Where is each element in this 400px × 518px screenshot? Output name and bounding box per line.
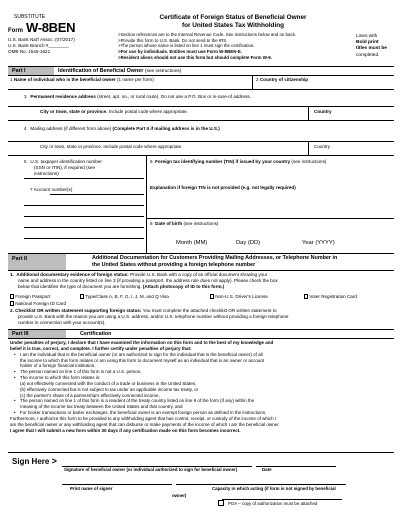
form-id-block xyxy=(8,14,116,55)
part2-item1 xyxy=(10,272,394,290)
divider-part2-title xyxy=(8,270,394,271)
option-drivers-license[interactable] xyxy=(210,294,268,300)
line1-number: 1 xyxy=(10,77,13,82)
capacity-line[interactable] xyxy=(176,484,346,485)
line2-field[interactable] xyxy=(256,77,308,83)
note-titles-must: titles must be xyxy=(356,46,387,52)
date-label: Date xyxy=(262,467,272,472)
bank-branch: U.S. Bank Branch #________ xyxy=(8,42,69,48)
explain-field[interactable] xyxy=(150,185,296,191)
bold-lines-note xyxy=(356,34,396,59)
opt4-label: Voter Registration Card xyxy=(309,294,357,299)
checkbox-icon[interactable] xyxy=(10,301,14,305)
line1-field[interactable] xyxy=(10,77,154,83)
country2-field[interactable]: Country xyxy=(314,144,331,149)
b1-3: holder of a foreign financial institution, xyxy=(20,363,96,369)
line6-number: 6 xyxy=(150,159,153,164)
line4-label: Mailing address (if different from above) xyxy=(30,126,112,131)
dob-day[interactable]: Day (DD) xyxy=(236,240,261,246)
p2-label: Checklist OR written statement supporting foreign status: xyxy=(15,308,142,313)
divider-part3-title xyxy=(8,338,394,339)
account-line-3[interactable] xyxy=(24,216,144,217)
option-foreign-passport[interactable] xyxy=(10,294,50,300)
cert-bullet-4 xyxy=(10,398,394,410)
divider-explain xyxy=(146,218,394,219)
divider-line2 xyxy=(8,89,394,90)
part1-title-note: (see instructions) xyxy=(144,69,182,74)
p1-attach-note: (Attach photocopy of ID to this form.) xyxy=(142,283,225,289)
line5-number: 5 xyxy=(24,159,27,164)
line1-note: (1 name per form) xyxy=(116,77,154,82)
line3-label: Permanent residence address xyxy=(30,94,96,99)
option-national-id[interactable] xyxy=(10,301,66,307)
divider-sign-top xyxy=(8,452,394,453)
cert-bullet-1 xyxy=(10,352,394,370)
account-line-1[interactable] xyxy=(50,194,144,195)
further-1: Furthermore, I authorize this form to be provided to any withholding agent that has control, receipt, or custody of the income of which I xyxy=(10,415,277,421)
part1-label: Part I xyxy=(8,67,54,76)
dob-month[interactable]: Month (MM) xyxy=(176,240,208,246)
divider-city2-country2 xyxy=(308,141,309,155)
part2-title-1: Additional Documentation for Customers Providing Mailing Addresses, or Telephone Number in xyxy=(92,255,338,261)
line3-note: (street, apt. no., or rural route). Do not use a P.O. Box or in-care-of address. xyxy=(97,94,251,99)
omb-number: OMB No. 1545-1621 xyxy=(8,48,51,54)
city-label: City or town, state or province. xyxy=(40,109,108,114)
line6-note: (see instructions) xyxy=(291,159,327,164)
divider-city2 xyxy=(8,155,394,156)
cert-bullet-3 xyxy=(10,375,394,398)
p2-text-2: provide U.S. Bank with the reason you are using a U.S. address, and/or U.S. telephone number without providing a foreign telephone xyxy=(18,313,289,319)
country-field[interactable]: Country xyxy=(314,109,332,114)
checkbox-icon[interactable] xyxy=(304,294,308,298)
line6-field[interactable] xyxy=(150,159,326,165)
p1-text-3: below that identifies the type of document you are furnishing. xyxy=(18,283,142,289)
line8-label: Date of birth xyxy=(155,221,183,226)
part3-label: Part III xyxy=(8,330,66,339)
further-2: am the beneficial owner or any withholding agent that can disburse or make payments of the income of which I am the beneficial owner. xyxy=(10,421,280,427)
form-title-block xyxy=(118,14,348,61)
account-line-5[interactable] xyxy=(24,238,144,239)
city-note: Include postal code where appropriate. xyxy=(108,109,188,114)
sign-here-label xyxy=(12,456,57,467)
line6-label: Foreign tax identifying number (TIN) if issued by your country xyxy=(155,159,291,164)
account-line-4[interactable] xyxy=(24,227,144,228)
part2-title xyxy=(92,255,337,269)
divider-city xyxy=(8,120,394,121)
poa-line[interactable] xyxy=(222,499,342,500)
divider-line3 xyxy=(8,106,394,107)
part2-title-2: the United States without providing a foreign telephone number xyxy=(92,262,256,269)
city-field[interactable] xyxy=(40,109,188,115)
perjury-2: belief it is true, correct, and complete. I further certify under penalties of perjury that: xyxy=(10,345,192,351)
option-voter-card[interactable] xyxy=(304,294,357,300)
divider-part1-title xyxy=(8,75,394,76)
part2-item2 xyxy=(10,308,394,326)
further-3: I agree that I will submit a new form within 30 days if any certification made on this form becomes incorrect. xyxy=(10,427,241,433)
instruction-2: >Provide this form to U.S. Bank. Do not send to the IRS. xyxy=(118,37,228,43)
instruction-4: >For use by individuals. Entities must use Form W-8BEN-E. xyxy=(118,49,242,55)
perjury-1: Under penalties of perjury, I declare that I have examined the information on this form and to the best of my knowledge and xyxy=(10,340,274,345)
form-word: Form xyxy=(8,28,23,35)
poa-label: POA – copy of authorization must be attached xyxy=(228,501,318,506)
divider-city-country xyxy=(308,106,309,120)
b1-1: • I am the individual that is the beneficial owner (or am authorized to sign for the individual that is the beneficial owner) of all xyxy=(20,351,263,357)
line4-number: 4 xyxy=(24,126,27,131)
sign-here-text: Sign Here xyxy=(12,457,50,466)
line8-number: 8 xyxy=(150,221,153,226)
sign-arrow-icon: > xyxy=(51,456,57,466)
checkbox-icon[interactable] xyxy=(210,294,214,298)
instruction-3: >The person whose name is listed on line 1 must sign the certification. xyxy=(118,43,255,49)
certification-text xyxy=(10,340,394,434)
opt5-label: National Foreign ID Card xyxy=(15,301,66,306)
p2-text-1: You must complete the attached checklist OR written statement to xyxy=(142,308,277,313)
form-title-line2: for United States Tax Withholding xyxy=(181,22,285,29)
poa-checkbox[interactable] xyxy=(218,500,224,506)
line5-input-line[interactable] xyxy=(24,178,144,179)
divider-line4 xyxy=(8,141,394,142)
substitute-label: SUBSTITUTE xyxy=(14,14,46,20)
part1-title xyxy=(58,68,181,75)
opt3-label: Non-U.S. Driver's License xyxy=(215,294,268,299)
city2-field[interactable]: City or town, state or province. Include postal code where appropriate. xyxy=(40,144,183,149)
b3b: (b) effectively connected but is not subject to tax under an applicable income tax treaty, or xyxy=(20,386,199,392)
b3a: (a) not effectively connected with the conduct of a trade or business in the United States, xyxy=(20,380,197,386)
line4-note: (Complete Part II if mailing address is in the U.S.) xyxy=(112,126,220,131)
divider-line1-2 xyxy=(252,75,253,89)
opt1-label: Foreign Passport xyxy=(15,294,51,299)
cert-bullet-5 xyxy=(10,410,394,416)
p1-text-1: Provide U.S. Bank with a copy of an official document showing your xyxy=(130,272,268,277)
line7-field[interactable] xyxy=(30,187,72,193)
explain-label: Explanation if foreign TIN is not provided xyxy=(150,185,240,190)
line5-label-2: (SSN or ITIN), if required (see xyxy=(34,164,96,170)
opt2-label: Type/Class A, B, F, G, I, J, M, and Q Visa xyxy=(85,294,169,299)
b5: • For broker transactions or barter exchanges, the beneficial owner is an exempt foreign person as defined in the instructions. xyxy=(20,410,267,416)
b3: • The income to which this form relates is: xyxy=(20,375,101,381)
b4-2: meaning of the income tax treaty between the United States and that country, and xyxy=(20,404,183,410)
line5-label-3: instructions) xyxy=(34,170,59,176)
line2-number: 2 xyxy=(256,77,259,82)
b3c: (c) the partner's share of a partnership's effectively connected income, xyxy=(20,392,160,398)
p1-number: 1. xyxy=(10,272,14,277)
part1-title-text: Identification of Beneficial Owner xyxy=(58,68,144,74)
line3-field[interactable] xyxy=(24,94,251,100)
instruction-5: >Resident aliens should not use this form but should complete Form W-9. xyxy=(118,54,272,60)
account-line-2[interactable] xyxy=(24,205,144,206)
print-name-label: Print name of signer xyxy=(70,486,113,491)
p2-number: 2. xyxy=(10,308,14,313)
form-title-line1: Certificate of Foreign Status of Beneficial Owner xyxy=(159,14,307,21)
note-completed: completed. xyxy=(356,52,380,58)
bank-assoc: U.S. Bank Nat'l Assoc. (07/2017) xyxy=(8,36,75,42)
part3-title: Certification xyxy=(80,331,112,337)
note-lines-with: Lines with xyxy=(356,34,378,39)
line8-note: (see instructions) xyxy=(183,221,219,226)
form-name: W-8BEN xyxy=(26,20,76,36)
instruction-1: >Section references are to the Internal Revenue Code. See instructions below and on back. xyxy=(118,32,297,37)
dob-year[interactable]: Year (YYYY) xyxy=(302,240,335,246)
line5-label: U.S. taxpayer identification number xyxy=(30,159,102,164)
print-name-line[interactable] xyxy=(62,484,172,485)
owner-label: owner) xyxy=(172,493,187,498)
b1-2: the income to which this form relates or am using this form to document myself as an individual that is an owner or account xyxy=(20,357,265,363)
divider-left-column xyxy=(146,155,147,253)
signature-label: Signature of beneficial owner (or individual authorized to sign for beneficial owner) xyxy=(64,467,238,472)
option-visa[interactable] xyxy=(80,294,169,300)
line4-field[interactable] xyxy=(24,126,220,132)
line5-field[interactable] xyxy=(24,159,102,177)
checkbox-icon[interactable] xyxy=(80,294,84,298)
checkbox-icon[interactable] xyxy=(10,294,14,298)
b2: • The person named on line 1 of this form is not a U.S. person, xyxy=(20,369,142,375)
line2-label: Country of citizenship xyxy=(259,77,309,82)
line1-label: Name of individual who is the beneficial owner xyxy=(13,77,116,82)
b4-1: • The person named on line 1 of this form is a resident of the treaty country listed on line 9 of the form (if any) within the xyxy=(20,398,255,404)
line3-number: 3 xyxy=(24,94,27,99)
part2-label: Part II xyxy=(8,254,66,270)
explain-note: (e.g. not legally required) xyxy=(241,185,296,190)
p1-text-2: name and address in the country listed on line 3 (if providing a passport, the address rule does not apply). Please check the box xyxy=(18,277,278,283)
note-bold-print: Bold print xyxy=(356,40,379,46)
line7-number: 7 xyxy=(30,187,33,192)
p2-text-3: number in connection with your account(s). xyxy=(18,319,106,325)
divider-part1-top xyxy=(8,66,394,67)
p1-label: Additional documentary evidence of foreign status: xyxy=(16,272,129,277)
capacity-label: Capacity in which acting (if form is not signed by beneficial xyxy=(212,486,336,491)
line7-label: Account number(s) xyxy=(33,187,73,192)
form-header xyxy=(8,14,394,58)
line8-field[interactable] xyxy=(150,221,218,227)
